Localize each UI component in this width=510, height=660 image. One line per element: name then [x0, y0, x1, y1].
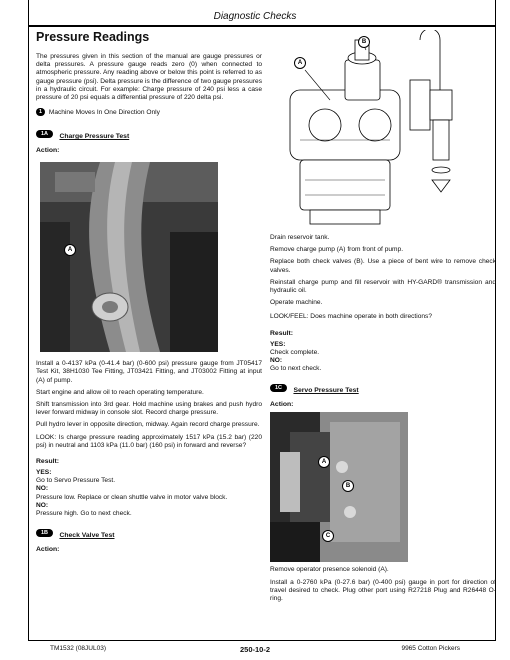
result-label: Result:: [36, 458, 60, 465]
right-paragraph: Reinstall charge pump and fill reservoir with HY-GARD® transmission and hydraulic oil.: [270, 278, 496, 295]
right-paragraph: LOOK/FEEL: Does machine operate in both directions?: [270, 313, 433, 321]
callout-b: B: [358, 36, 370, 48]
pump-diagram: [270, 30, 496, 230]
callout-b: B: [342, 480, 354, 492]
left-column: [36, 30, 262, 553]
left-paragraph: Pull hydro lever in opposite direction, midway. Again record charge pressure.: [36, 421, 260, 429]
step-badge: 1: [36, 108, 45, 116]
step-badge: 1C: [270, 384, 287, 392]
action-label: Action:: [36, 147, 60, 155]
callout-a: A: [294, 57, 306, 69]
left-paragraph: Shift transmission into 3rd gear. Hold machine using brakes and push hydro lever forward midway in console slot. Record charge pressure.: [36, 400, 262, 417]
footer-product: 9965 Cotton Pickers: [401, 645, 460, 652]
result-label: Result:: [270, 329, 294, 337]
step-1-text: Machine Moves In One Direction Only: [48, 108, 160, 116]
right-paragraph: Install a 0-2760 kPa (0-27.6 bar) (0-400 psi) gauge in port for direction of travel desired to check. Plug other port using R27218 Plug and R26448 O-ring.: [270, 578, 496, 603]
footer-doc-id: TM1532 (08JUL03): [50, 645, 106, 652]
step-1b-title: Check Valve Test: [59, 532, 115, 540]
right-column: [270, 30, 496, 603]
callout-a: A: [318, 456, 330, 468]
action-label: Action:: [36, 546, 60, 554]
right-paragraph: Drain reservoir tank.: [270, 234, 330, 241]
intro-paragraph: The pressures given in this section of the manual are gauge pressures or delta pressures. A pressure gauge reads zero (0) when connected to atmospheric pressure. Any reading above or below this point is referred to as gauge pressure (psi). Delta pressure is the difference of two gauge pressures in a hydraulic circuit. For example: Charge pressure of 240 psi less a case pressure of 20 psi equals a differential pressure of 220 delta psi.: [36, 53, 262, 102]
callout-a: A: [64, 244, 76, 256]
footer-page-number: 250-10-2: [239, 645, 271, 654]
result-line: Pressure low. Replace or clean shuttle valve in motor valve block.: [36, 493, 228, 501]
page-frame-left: [28, 0, 29, 640]
result-line: Check complete.: [270, 348, 320, 356]
callout-c: C: [322, 530, 334, 542]
result-line: Pressure high. Go to next check.: [36, 510, 132, 518]
action-label: Action:: [270, 401, 294, 409]
right-paragraph: Remove operator presence solenoid (A).: [270, 566, 389, 574]
step-1: [36, 108, 262, 117]
right-paragraph: Remove charge pump (A) from front of pump.: [270, 246, 404, 254]
result-line: Go to next check.: [270, 365, 322, 373]
result-line: YES:: [36, 469, 52, 476]
step-1c-title: Servo Pressure Test: [293, 387, 359, 395]
page-frame-bottom: [28, 640, 496, 641]
charge-pump-photo: [40, 162, 218, 352]
left-paragraph: Install a 0-4137 kPa (0-41.4 bar) (0-600 psi) pressure gauge from JT05417 Test Kit, 38H1030 Tee Fitting, JT03421 Fitting, and JT03002 Fitting at input (A) of pump.: [36, 360, 262, 384]
section-title: Pressure Readings: [36, 30, 150, 44]
step-badge: 1B: [36, 529, 53, 537]
header-title: Diagnostic Checks: [213, 11, 297, 22]
result-line: NO:: [270, 357, 283, 365]
step-1a-title: Charge Pressure Test: [59, 133, 130, 141]
step-1c-heading: [270, 379, 496, 397]
right-paragraph: Operate machine.: [270, 299, 323, 307]
left-paragraph: LOOK: Is charge pressure reading approximately 1517 kPa (15.2 bar) (220 psi) in neutral and 1103 kPa (11.0 bar) (160 psi) in forward and reverse?: [36, 433, 262, 449]
step-1a-heading: [36, 125, 262, 143]
right-paragraph: Replace both check valves (B). Use a piece of bent wire to remove check valves.: [270, 258, 496, 274]
charge-pump-photo-image: [40, 162, 218, 352]
step-badge: 1A: [36, 130, 53, 138]
result-line: Go to Servo Pressure Test.: [36, 477, 116, 485]
header-rule: [28, 25, 496, 27]
servo-photo-image: [270, 412, 408, 562]
result-line: NO:: [36, 485, 49, 493]
left-paragraph: Start engine and allow oil to reach operating temperature.: [36, 388, 204, 396]
result-line: YES:: [270, 340, 286, 348]
step-1b-heading: [36, 524, 262, 542]
result-line: NO:: [36, 501, 49, 509]
servo-photo: [270, 412, 408, 562]
